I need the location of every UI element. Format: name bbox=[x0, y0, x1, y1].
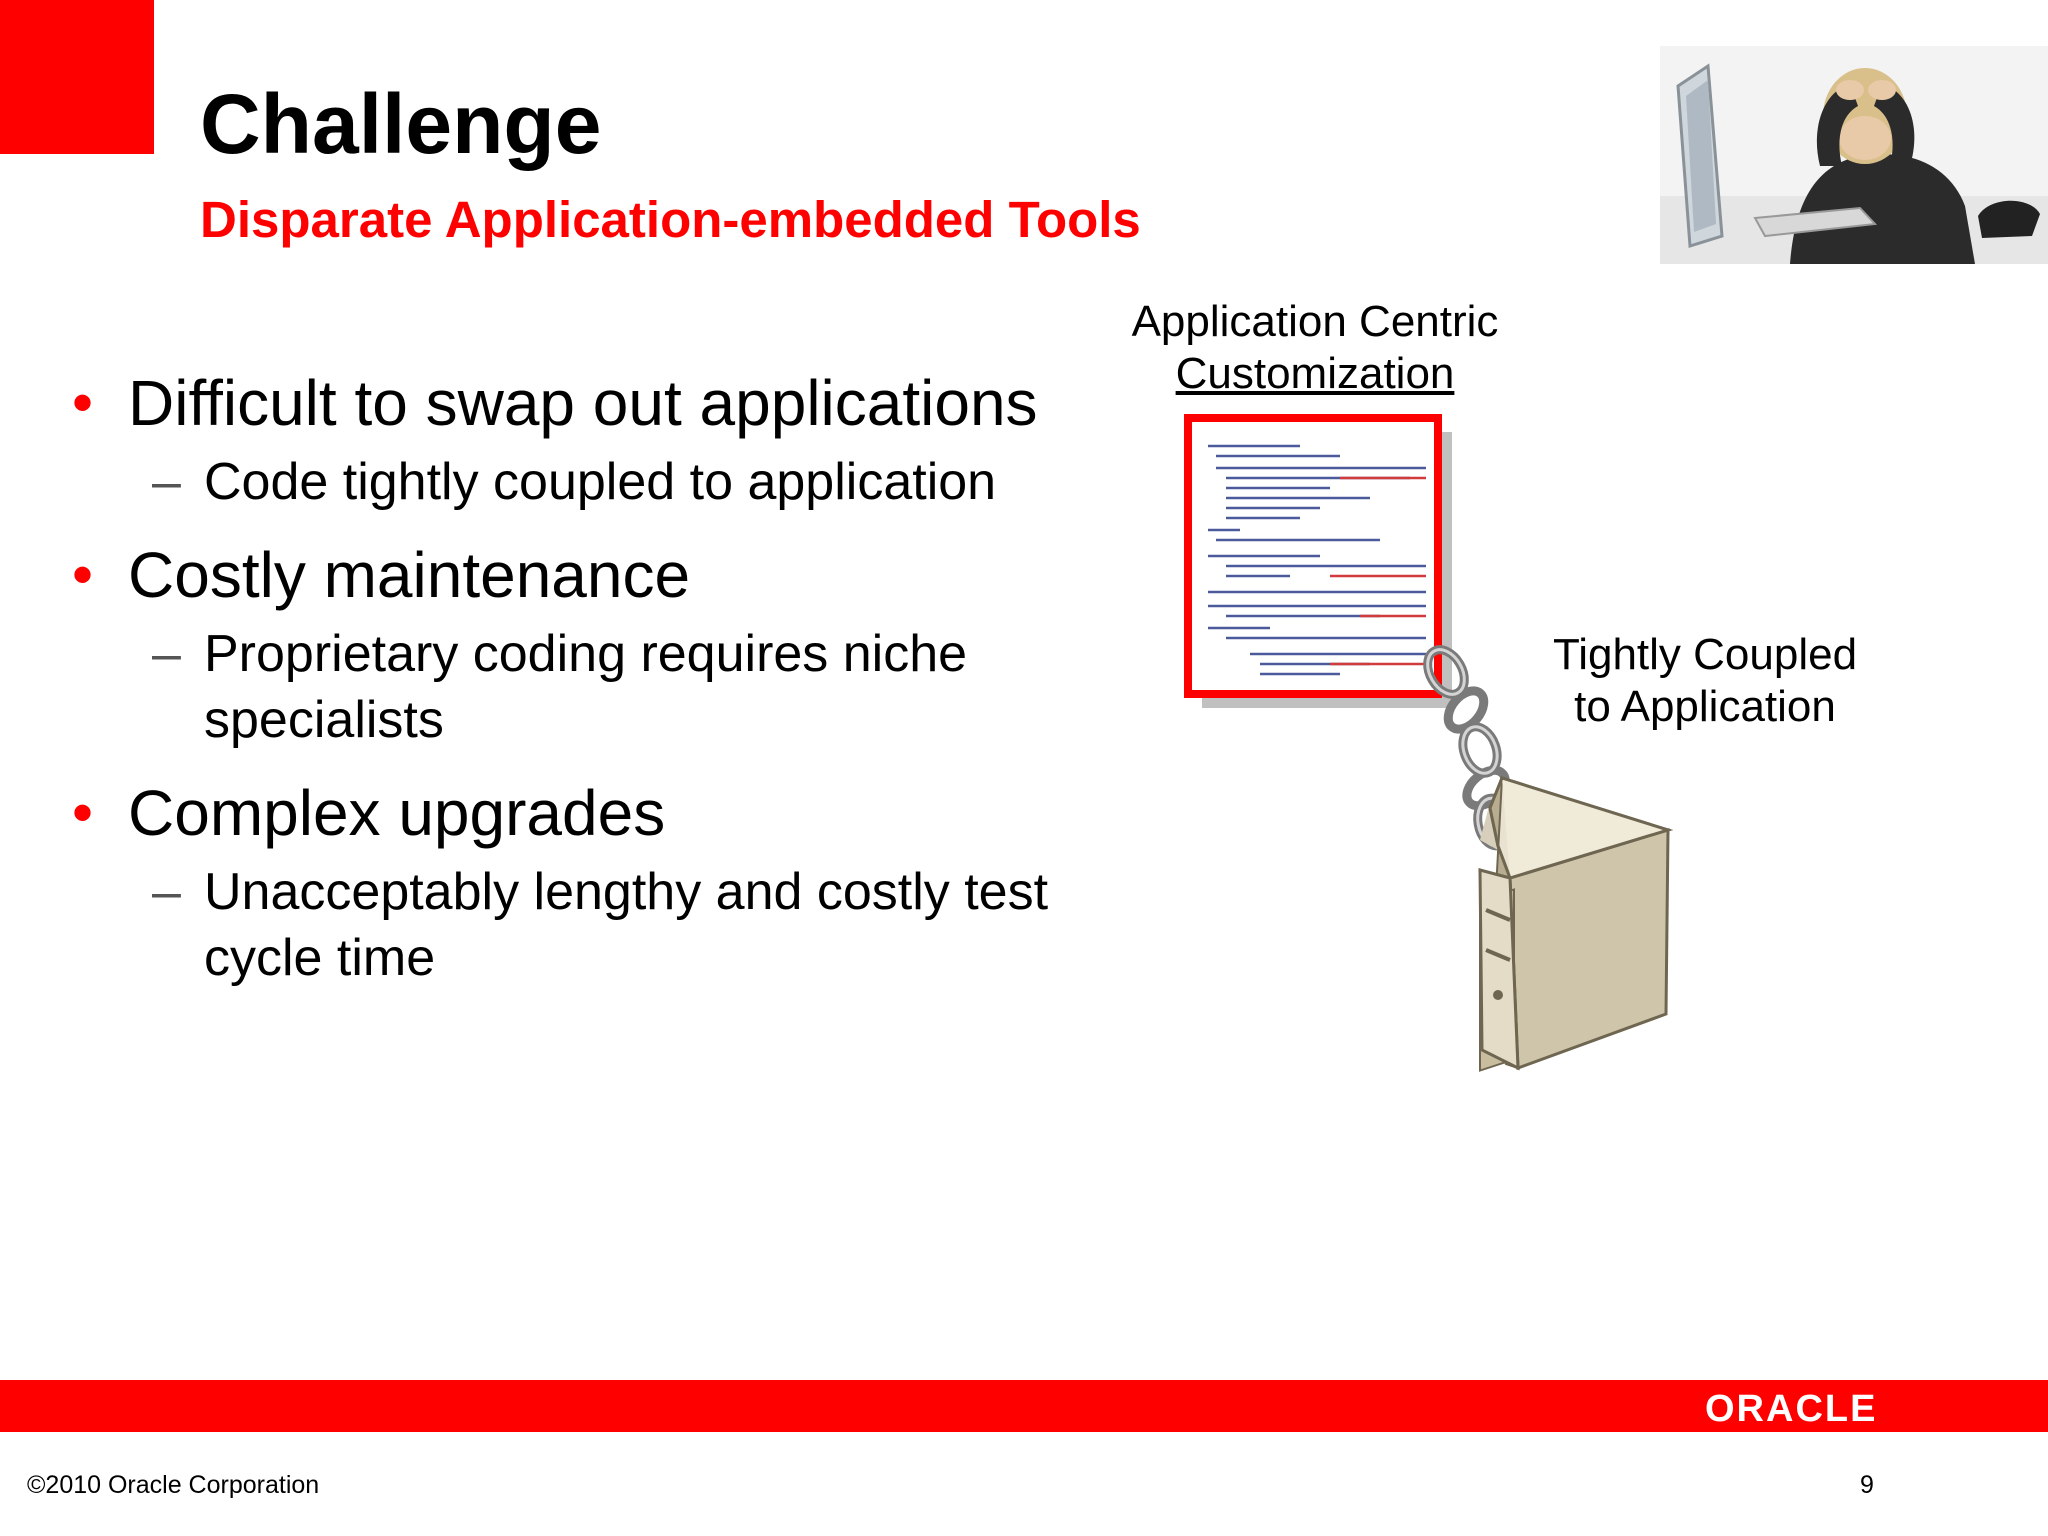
bullet-text: Costly maintenance bbox=[128, 539, 691, 611]
server-tower-icon bbox=[1480, 778, 1668, 1071]
slide-title: Challenge bbox=[200, 77, 602, 171]
bullet-text: Difficult to swap out applications bbox=[128, 367, 1038, 439]
sub-bullet-item bbox=[72, 449, 1112, 515]
bullet-marker: • bbox=[72, 779, 94, 846]
sub-bullet-text: Proprietary coding requires niche specialists bbox=[204, 625, 968, 749]
sub-bullet-marker: – bbox=[152, 625, 181, 683]
bullet-marker: • bbox=[72, 541, 94, 608]
corner-accent-block bbox=[0, 0, 154, 154]
caption-line-underlined: Customization bbox=[1175, 349, 1455, 398]
sub-bullet-marker: – bbox=[152, 863, 181, 921]
slide-subtitle: Disparate Application-embedded Tools bbox=[200, 191, 1141, 248]
stressed-person-photo bbox=[1660, 46, 2048, 264]
sub-bullet-item bbox=[72, 621, 1084, 753]
coupling-diagram bbox=[1180, 410, 1700, 1080]
bullet-marker: • bbox=[72, 369, 94, 436]
bullet-item bbox=[72, 537, 1112, 613]
caption-line: Application Centric bbox=[1131, 297, 1499, 346]
bullet-item bbox=[72, 775, 1112, 851]
caption-application-centric bbox=[1110, 296, 1520, 400]
sub-bullet-marker: – bbox=[152, 453, 181, 511]
code-document-icon bbox=[1188, 418, 1452, 708]
bullet-text: Complex upgrades bbox=[128, 777, 666, 849]
caption-line: to Application bbox=[1574, 682, 1836, 731]
bullet-list bbox=[72, 365, 1112, 991]
caption-line: Tightly Coupled bbox=[1552, 630, 1858, 679]
sub-bullet-text: Code tightly coupled to application bbox=[204, 453, 997, 511]
copyright-text: ©2010 Oracle Corporation bbox=[27, 1471, 320, 1499]
sub-bullet-item bbox=[72, 859, 1084, 991]
oracle-logo: ORACLE bbox=[1705, 1388, 1878, 1430]
sub-bullet-text: Unacceptably lengthy and costly test cycle time bbox=[204, 863, 1049, 987]
page-number: 9 bbox=[1860, 1471, 1874, 1499]
bullet-item bbox=[72, 365, 1112, 441]
